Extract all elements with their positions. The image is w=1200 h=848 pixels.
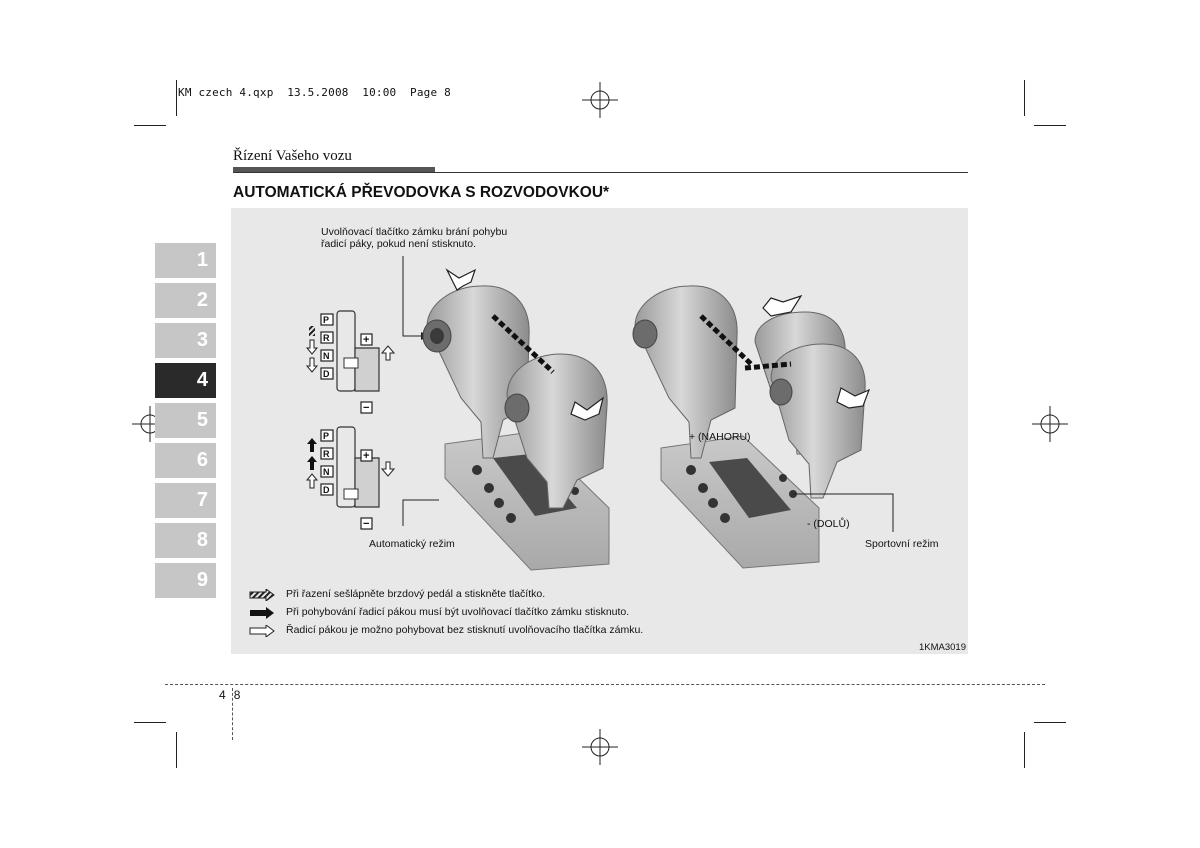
page-number — [219, 688, 240, 702]
chapter-tab-7[interactable] — [155, 483, 216, 518]
crop-mark — [176, 732, 177, 768]
header-rule — [233, 172, 968, 173]
plus-symbol: + — [363, 450, 370, 462]
label-sport-mode: Sportovní režim — [865, 538, 939, 550]
chapter-tab-5[interactable] — [155, 403, 216, 438]
solid-arrow-icon — [249, 607, 275, 619]
gate-letter-r: R — [323, 449, 330, 459]
chapter-tab-label: 9 — [196, 569, 208, 591]
chapter-tab-label: 8 — [196, 529, 208, 551]
minus-symbol: − — [363, 518, 370, 530]
gate-letter-n: N — [323, 467, 330, 477]
chapter-tab-label: 2 — [196, 289, 208, 311]
outline-arrow-icon — [249, 625, 275, 637]
crop-mark — [1034, 722, 1066, 723]
page-number-value: 8 — [233, 688, 241, 702]
slug-time: 10:00 — [362, 86, 397, 99]
crop-mark — [1034, 125, 1066, 126]
page-chapter: 4 — [219, 688, 226, 702]
legend-text: Při pohybování řadicí pákou musí být uvolňovací tlačítko zámku stisknuto. — [286, 606, 630, 618]
release-button-note-line1: Uvolňovací tlačítko zámku brání pohybu — [321, 226, 508, 238]
chapter-tab-label: 3 — [196, 329, 208, 351]
chapter-tab-6[interactable] — [155, 443, 216, 478]
crop-mark — [134, 125, 166, 126]
chapter-tab-8[interactable] — [155, 523, 216, 558]
chapter-tab-label: 6 — [196, 449, 208, 471]
release-button-note — [321, 226, 507, 250]
release-button-note-line2: řadicí páky, pokud není stisknuto. — [321, 238, 477, 250]
slug-date: 13.5.2008 — [287, 86, 349, 99]
plus-symbol: + — [363, 334, 370, 346]
chapter-tab-1[interactable] — [155, 243, 216, 278]
chapter-tab-4[interactable] — [155, 363, 216, 398]
gate-letter-p: P — [323, 315, 330, 325]
print-slug — [178, 86, 451, 99]
crop-mark — [176, 80, 177, 116]
legend-text: Při řazení sešlápněte brzdový pedál a stiskněte tlačítko. — [286, 588, 546, 600]
crop-mark — [1024, 732, 1025, 768]
gate-diagram-bottom — [337, 427, 379, 507]
gate-letter-n: N — [323, 351, 330, 361]
minus-symbol: − — [363, 402, 370, 414]
chapter-tab-2[interactable] — [155, 283, 216, 318]
gate-letter-d: D — [323, 485, 330, 495]
gate-letter-p: P — [323, 431, 330, 441]
label-up: + (NAHORU) — [689, 431, 751, 443]
chapter-tab-3[interactable] — [155, 323, 216, 358]
label-down: - (DOLŮ) — [807, 518, 850, 530]
gate-letter-d: D — [323, 369, 330, 379]
section-title: AUTOMATICKÁ PŘEVODOVKA S ROZVODOVKOU* — [233, 184, 610, 201]
registration-mark-right — [1030, 404, 1070, 444]
slug-file: KM czech 4.qxp — [178, 86, 274, 99]
legend-text: Řadicí pákou je možno pohybovat bez stisknutí uvolňovacího tlačítka zámku. — [286, 624, 644, 636]
breadcrumb: Řízení Vašeho vozu — [233, 148, 352, 164]
gate-diagram-top — [337, 311, 379, 391]
crop-mark — [134, 722, 166, 723]
chapter-tab-label: 4 — [196, 369, 208, 391]
chapter-tab-9[interactable] — [155, 563, 216, 598]
crop-mark — [1024, 80, 1025, 116]
slug-page: Page 8 — [410, 86, 451, 99]
footer-rule — [165, 684, 1045, 685]
registration-mark-top — [580, 80, 620, 120]
shift-lever-figure — [231, 208, 968, 654]
legend — [231, 588, 968, 648]
gate-letter-r: R — [323, 333, 330, 343]
chapter-tab-label: 7 — [196, 489, 208, 511]
striped-arrow-icon — [249, 589, 275, 601]
chapter-tab-label: 1 — [196, 249, 208, 271]
label-automatic-mode: Automatický režim — [369, 538, 455, 550]
figure-code: 1KMA3019 — [918, 642, 966, 653]
registration-mark-bottom — [580, 727, 620, 767]
chapter-tab-label: 5 — [196, 409, 208, 431]
